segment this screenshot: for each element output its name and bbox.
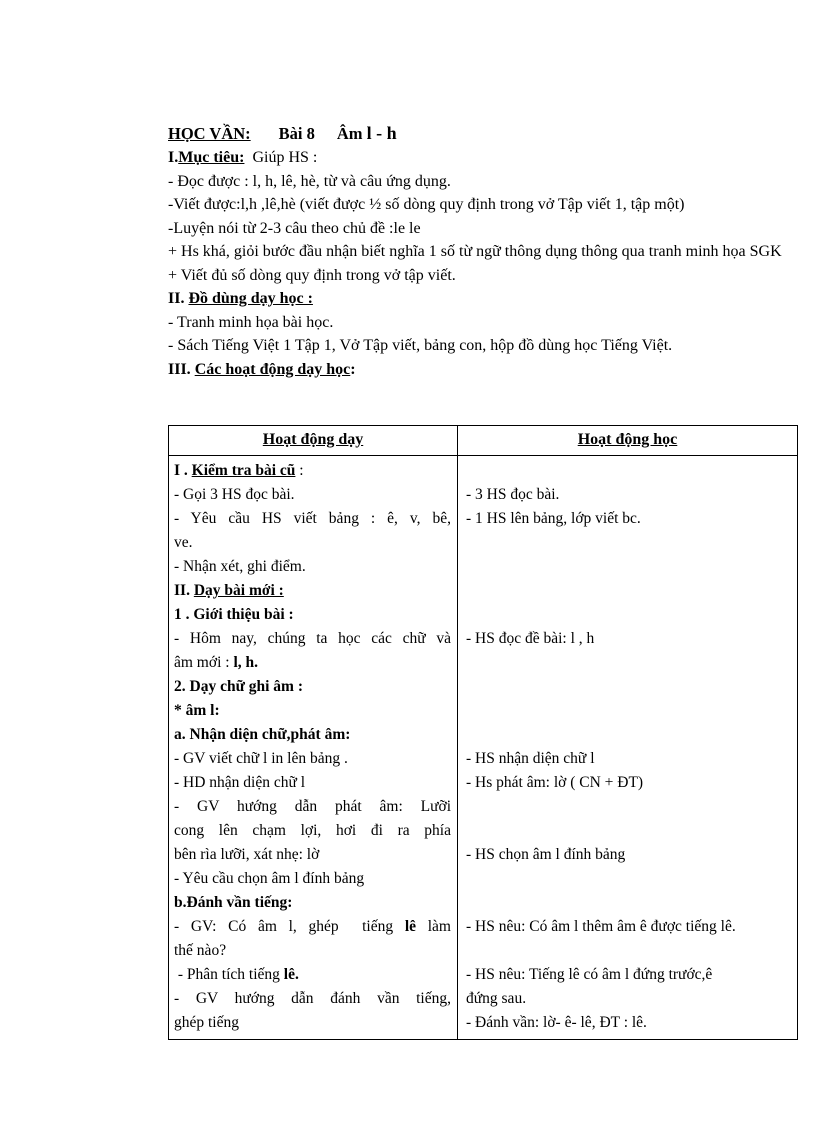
table-line: 2. Dạy chữ ghi âm : [174,678,303,695]
materials-item: - Sách Tiếng Việt 1 Tập 1, Vở Tập viết, bảng con, hộp đồ dùng học Tiếng Việt. [168,337,673,354]
table-line: - HS đọc đề bài: l , h [466,630,595,647]
table-line: âm mới : l, h. [174,654,258,671]
activities-section-title: Các hoạt động dạy học [194,360,351,378]
table-header-row [169,426,797,456]
table-line [466,531,791,555]
table-line: a. Nhận diện chữ,phát âm: [174,726,351,743]
table-line [466,651,791,675]
table-line: thế nào? [174,942,227,959]
objective-item: + Viết đủ số dòng quy định trong vở tập viết. [168,266,456,284]
table-line: - HD nhận diện chữ l [174,774,306,791]
activities-table [168,425,798,1040]
table-line [466,819,791,843]
table-line: - 1 HS lên bảng, lớp viết bc. [466,510,641,527]
table-line: - Nhận xét, ghi điểm. [174,558,306,575]
materials-heading [168,287,800,311]
table-line: I . Kiểm tra bài cũ : [174,462,304,479]
document-body [168,122,800,381]
table-line: - GV: Có âm l, ghép tiếng lê làm [174,918,451,935]
table-line: - Gọi 3 HS đọc bài. [174,486,295,503]
objective-item: - Đọc được : l, h, lê, hè, từ và câu ứng dụng. [168,172,451,190]
materials-item: - Tranh minh họa bài học. [168,313,334,331]
table-line: - HS chọn âm l đính bảng [466,846,626,863]
objectives-heading [168,146,800,170]
table-header-student: Hoạt động học [577,431,678,448]
table-line: II. Dạy bài mới : [174,582,284,599]
materials-section-label: II. [168,290,185,307]
table-line: - Yêu cầu chọn âm l đính bảng [174,870,365,887]
table-line: 1 . Giới thiệu bài : [174,606,294,623]
table-line: - Đánh vần: lờ- ê- lê, ĐT : lê. [466,1014,647,1031]
table-line: - Hôm nay, chúng ta học các chữ và [174,630,451,647]
table-line: ghép tiếng [174,1014,239,1031]
subject-label: HỌC VẦN: [168,124,251,143]
objectives-section-title: Mục tiêu: [178,149,245,166]
materials-section-title: Đồ dùng dạy học : [188,290,313,307]
activities-section-suffix: : [350,360,356,378]
table-line [466,795,791,819]
table-line: - HS nêu: Có âm l thêm âm ê được tiếng lê. [466,918,736,935]
table-cell-student-activities [458,456,797,1039]
activities-heading [168,358,800,382]
table-line: - HS nhận diện chữ l [466,750,595,767]
objective-item: -Viết được:l,h ,lê,hè (viết được ½ số dòng quy định trong vở Tập viết 1, tập một) [168,196,685,213]
table-cell-teacher-activities [169,456,458,1039]
table-line: - HS nêu: Tiếng lê có âm l đứng trước,ê [466,966,713,983]
table-body [169,456,797,1039]
table-line: - GV hướng dẫn phát âm: Lưỡi [174,798,451,815]
table-line: - 3 HS đọc bài. [466,486,560,503]
table-line: - GV viết chữ l in lên bảng . [174,750,348,767]
table-line [466,459,791,483]
objective-item: + Hs khá, giỏi bước đầu nhận biết nghĩa 1 số từ ngữ thông dụng thông qua tranh minh họa SGK [168,243,782,260]
table-line [466,891,791,915]
table-line: ve. [174,534,193,551]
table-line: * âm l: [174,702,220,719]
lesson-label: Bài 8 [278,124,315,143]
objectives-section-suffix: Giúp HS : [252,149,318,166]
table-line: b.Đánh vần tiếng: [174,894,293,911]
table-line [466,939,791,963]
table-line [466,675,791,699]
am-value: l - h [366,123,397,143]
table-line [466,723,791,747]
objectives-section-label: I. [168,149,179,166]
table-line: - Phân tích tiếng lê. [174,966,299,983]
table-line [466,867,791,891]
activities-section-label: III. [168,360,191,378]
table-line: - Yêu cầu HS viết bảng : ê, v, bê, [174,510,451,527]
objective-item: -Luyện nói từ 2-3 câu theo chủ đề :le le [168,219,421,237]
table-line: bên rìa lưỡi, xát nhẹ: lờ [174,846,320,863]
table-line [466,699,791,723]
table-line [466,579,791,603]
table-line [466,603,791,627]
table-line [466,555,791,579]
table-line: đứng sau. [466,990,527,1007]
table-header-teacher: Hoạt động dạy [169,426,458,455]
table-line: - GV hướng dẫn đánh vần tiếng, [174,990,451,1007]
table-line: cong lên chạm lợi, hơi đi ra phía [174,822,451,839]
page-title [168,122,800,145]
table-line: - Hs phát âm: lờ ( CN + ĐT) [466,774,644,791]
am-label: Âm [336,124,363,143]
